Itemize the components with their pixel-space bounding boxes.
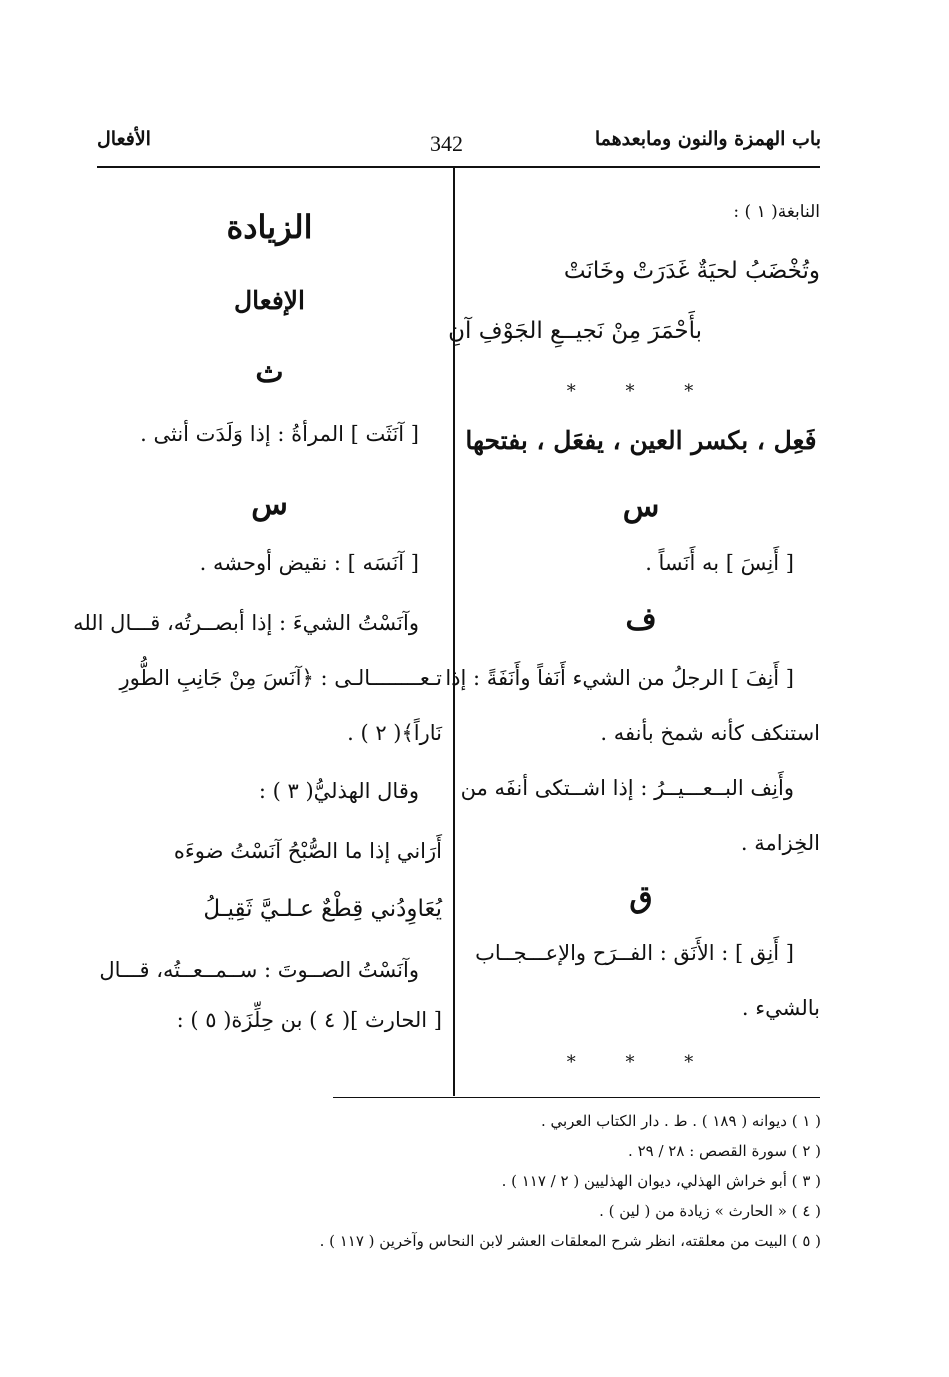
letter-heading: ف [625, 602, 657, 637]
column-divider [453, 166, 455, 1096]
footnote: ( ٢ ) سورة القصص : ٢٨ / ٢٩ . [628, 1142, 821, 1160]
entry-text: [ آنَسَه ] : نقيض أوحشه . [199, 551, 419, 575]
entry-text: وقال الهذليُّ( ٣ ) : [258, 779, 419, 803]
section-separator: * * * [566, 381, 716, 402]
footnote: ( ٤ ) « الحارث » زيادة من ( لين ) . [599, 1202, 821, 1220]
running-header-chapter: باب الهمزة والنون ومابعدهما [594, 128, 821, 150]
page-number: 342 [430, 131, 463, 156]
section-separator: * * * [566, 1052, 716, 1073]
footnote-rule [333, 1097, 820, 1098]
entry-text: استنكف كأنه شمخ بأنفه . [600, 721, 820, 745]
entry-text: [ آنَثَت ] المرأةُ : إذا وَلَدَت أنثى . [140, 422, 419, 446]
entry-text: الخِزامة . [740, 831, 820, 855]
poet-attribution: النابغة( ١ ) : [733, 202, 820, 222]
footnote: ( ١ ) ديوانه ( ١٨٩ ) . ط . دار الكتاب العربي . [540, 1112, 821, 1130]
entry-text: وآنَسْتُ الصــوتَ : ســمــعــتُه، قـــال [99, 958, 419, 982]
entry-text: بالشيء . [741, 996, 820, 1020]
quran-quote: نَاراً﴾( ٢ ) . [347, 721, 442, 745]
section-heading: فَعِل ، بكسر العين ، يفعَل ، بفتحها [465, 426, 817, 455]
letter-heading: ث [255, 355, 284, 390]
entry-text: [ أَنِسَ ] به أَنَساً . [645, 551, 794, 575]
quran-quote: تـعــــــــالـى : ﴿آنَسَ مِنْ جَانِبِ الطُّورِ [119, 666, 442, 690]
entry-text: وآنَسْتُ الشيءَ : إذا أبصــرتُه، قـــال الله [73, 611, 419, 635]
verse-line: أَرَاني إذا ما الصُّبْحُ آنَسْتُ ضوءَه [173, 839, 442, 863]
letter-heading: س [622, 489, 660, 524]
letter-heading: س [251, 487, 288, 522]
verse-line: بأَحْمَرَ مِنْ نَجيــعِ الجَوْفِ آنِ [448, 318, 702, 344]
entry-text: [ أَنِق ] : الأَنَق : الفــرَح والإعـــجــاب [475, 941, 794, 965]
entry-text: وأَنِف البــعـــيــرُ : إذا اشــتكى أنفَه من [460, 776, 794, 800]
verse-line: يُعَاوِدُني قِطْعٌ عـلـيَّ ثَقِيـلُ [203, 896, 442, 922]
entry-text: [ أَنِفَ ] الرجلُ من الشيء أَنَفاً وأَنَفَةً : إذا [445, 666, 794, 690]
subchapter-heading: الإفعال [234, 286, 305, 315]
footnote: ( ٥ ) البيت من معلقته، انظر شرح المعلقات العشر لابن النحاس وآخرين ( ١١٧ ) . [319, 1232, 821, 1250]
running-header-section: الأفعال [97, 128, 151, 150]
entry-text: [ الحارث ]( ٤ ) بن حِلِّزَة( ٥ ) : [176, 1008, 442, 1032]
verse-line: وتُخْضَبُ لحيَةٌ غَدَرَتْ وخَانَتْ [563, 258, 820, 284]
letter-heading: ق [629, 880, 653, 915]
header-rule [97, 166, 820, 168]
chapter-heading: الزيادة [226, 208, 313, 246]
footnote: ( ٣ ) أبو خراش الهذلي، ديوان الهذليين ( ٢ / ١١٧ ) . [501, 1172, 821, 1190]
